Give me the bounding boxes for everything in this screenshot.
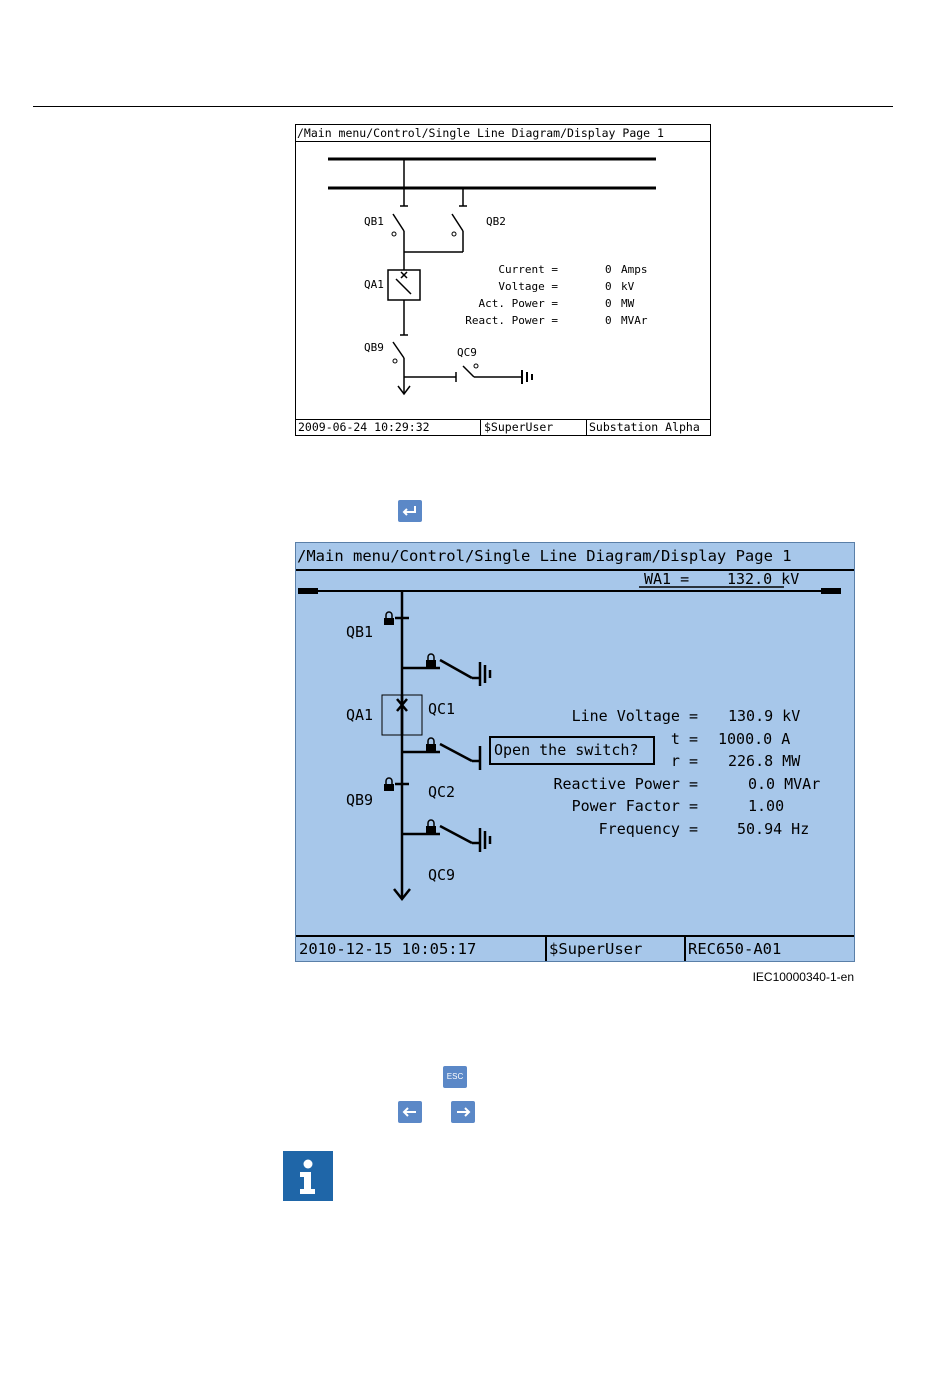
padlock-icon [384, 778, 394, 791]
measurement-label: Power Factor = [571, 797, 698, 815]
measurement-value: 50.94 Hz [737, 820, 810, 838]
esc-key-label: ESC [446, 1072, 464, 1081]
enter-key-icon [398, 500, 422, 522]
info-icon [283, 1151, 333, 1201]
measurement-unit: kV [621, 280, 635, 293]
measurement-value: 1000.0 A [718, 730, 791, 748]
qb9-label: QB9 [364, 341, 384, 354]
status-bar [296, 935, 854, 961]
measurement-label: Frequency = [598, 820, 698, 838]
measurement-label: Line Voltage = [571, 707, 698, 725]
measurement-value: 226.8 MW [728, 752, 801, 770]
status-bar [296, 419, 710, 435]
measurement-unit: Amps [621, 263, 648, 276]
status-user: $SuperUser [549, 940, 643, 958]
qb1-blade [393, 214, 404, 231]
qb9-label: QB9 [346, 791, 374, 809]
qb2-label: QB2 [486, 215, 506, 228]
status-datetime: 2010-12-15 10:05:17 [299, 940, 477, 958]
padlock-icon [426, 738, 436, 751]
measurement-value: 0.0 MVAr [748, 775, 821, 793]
qb9-blade [393, 342, 404, 358]
measurement-value: 0 [605, 297, 612, 310]
measurement-value: 1.00 [748, 797, 785, 815]
measurement-unit: MW [621, 297, 635, 310]
left-arrow-key-icon [398, 1101, 422, 1123]
qb1-label: QB1 [346, 623, 374, 641]
bus-label: WA1 = [644, 570, 690, 588]
padlock-icon [384, 612, 394, 625]
measurement-label: t = [670, 730, 698, 748]
padlock-icon [426, 654, 436, 667]
bus-voltage: 132.0 kV [727, 570, 800, 588]
qc9-label: QC9 [457, 346, 477, 359]
status-station: Substation Alpha [589, 420, 700, 434]
measurement-label: Act. Power = [478, 297, 558, 310]
qc9-blade [463, 366, 474, 377]
lhmi-display-color [295, 542, 855, 962]
measurement-unit: MVAr [621, 314, 648, 327]
measurement-label: Reactive Power = [553, 775, 698, 793]
esc-key-icon [443, 1066, 467, 1088]
measurement-label: r = [670, 752, 698, 770]
qa1-label: QA1 [364, 278, 384, 291]
status-user: $SuperUser [484, 420, 554, 434]
page-header-rule [33, 106, 893, 107]
confirm-dialog[interactable]: Open the switch? [489, 736, 655, 765]
qb1-label: QB1 [364, 215, 384, 228]
measurement-value: 130.9 kV [728, 707, 801, 725]
lhmi-display-monochrome [295, 124, 711, 436]
qc1-label: QC1 [428, 700, 456, 718]
qa1-label: QA1 [346, 706, 374, 724]
measurement-label: React. Power = [465, 314, 558, 327]
padlock-icon [426, 820, 436, 833]
measurement-label: Current = [498, 263, 558, 276]
measurement-value: 0 [605, 263, 612, 276]
qc2-label: QC2 [428, 783, 456, 801]
breadcrumb: /Main menu/Control/Single Line Diagram/Display Page 1 [296, 125, 710, 142]
figure-caption: IEC10000340-1-en [752, 970, 854, 984]
qc9-label: QC9 [428, 866, 456, 884]
qb2-blade [452, 214, 463, 231]
measurement-label: Voltage = [498, 280, 558, 293]
status-datetime: 2009-06-24 10:29:32 [298, 420, 430, 434]
status-device: REC650-A01 [688, 940, 782, 958]
measurement-value: 0 [605, 314, 612, 327]
measurement-value: 0 [605, 280, 612, 293]
right-arrow-key-icon [451, 1101, 475, 1123]
breadcrumb: /Main menu/Control/Single Line Diagram/Display Page 1 [296, 543, 854, 571]
